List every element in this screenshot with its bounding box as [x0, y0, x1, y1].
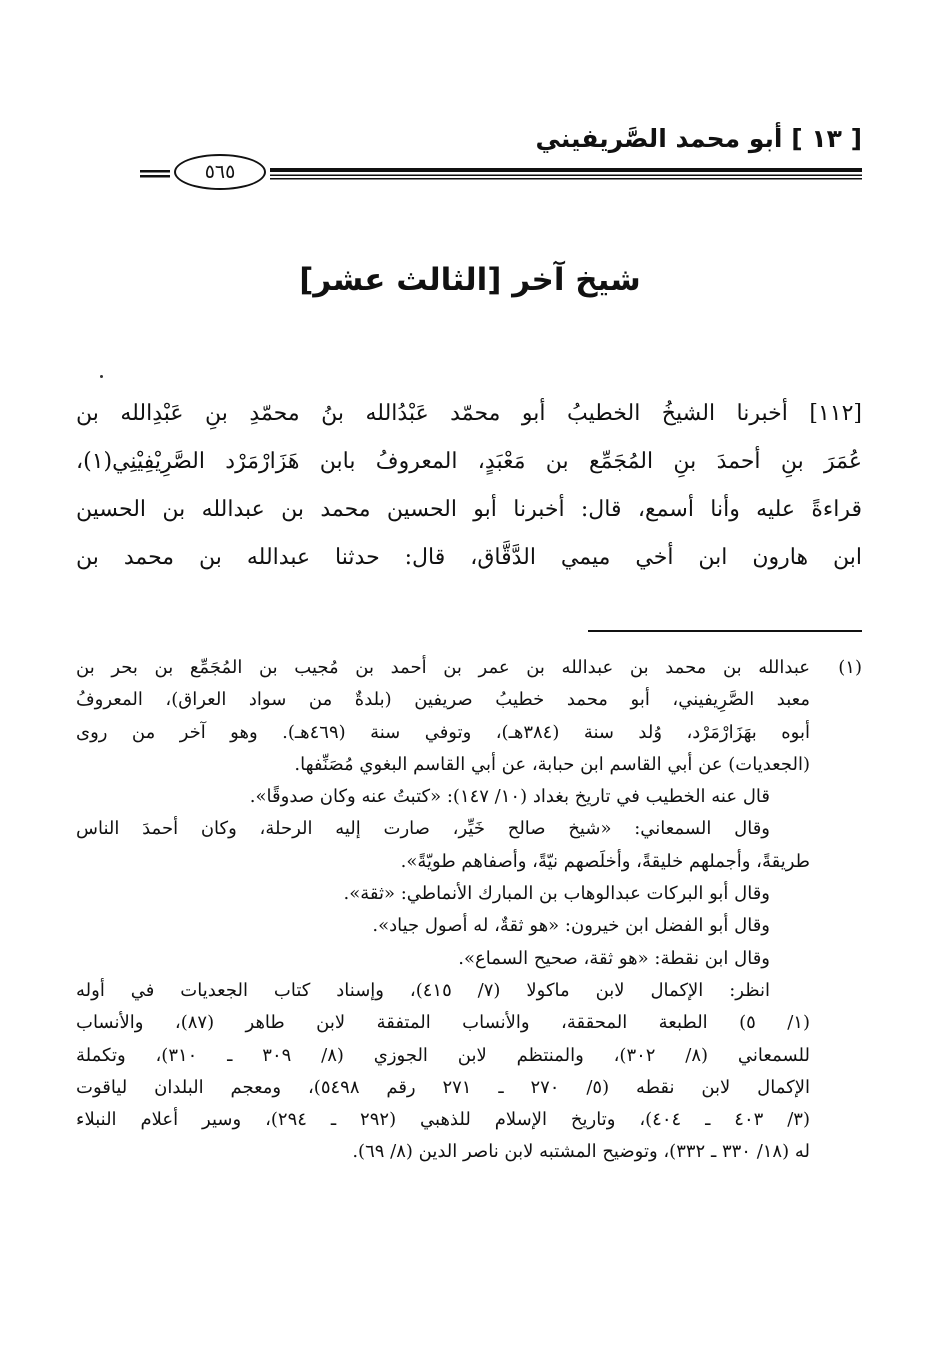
main-text: [76, 390, 862, 582]
footnote-line: انظر: الإكمال لابن ماكولا (٧/ ٤١٥)، وإسناد كتاب الجعديات في أوله: [76, 979, 770, 1001]
text-line: قراءةً عليه وأنا أسمع، قال: أخبرنا أبو الحسين محمد بن عبدالله بن الحسين: [76, 497, 862, 522]
footnote-line: الإكمال لابن نقطه (٥/ ٢٧٠ ـ ٢٧١ رقم ٥٤٩٨)، ومعجم البلدان لياقوت: [76, 1076, 810, 1098]
page-number: ٥٦٥: [174, 154, 266, 190]
footnote-line: وقال السمعاني: «شيخ صالح خَيِّر، صارت إليه الرحلة، وكان أحمدَ الناس: [76, 818, 770, 840]
footnote: [76, 652, 862, 1169]
footnote-line: وقال ابن نقطة: «هو ثقة، صحيح السماع».: [458, 947, 770, 969]
text-line: عُمَرَ بنِ أحمدَ بنِ المُجَمِّع بن مَعْبَدٍ، المعروفُ بابن هَزَارْمَرْد الصَّرِيْفِيْنِي(١)،: [76, 449, 862, 474]
footnote-line: عبدالله بن محمد بن عبدالله بن عمر بن أحمد بن مُجيب بن المُجَمِّع بن بحر بن: [76, 657, 810, 678]
footnote-marker: (١): [838, 657, 862, 678]
footnote-line: أبوه بهَزَارْمَرْد، وُلد سنة (٣٨٤هـ)، وتوفي سنة (٤٦٩هـ). وهو آخر من روى: [76, 721, 810, 743]
footnote-body: [76, 652, 810, 1169]
footnote-line: (٣/ ٤٠٣ ـ ٤٠٤)، وتاريخ الإسلام للذهبي (٢٩٢ ـ ٢٩٤)، وسير أعلام النبلاء: [76, 1109, 810, 1131]
footnote-line: وقال أبو الفضل ابن خيرون: «هو ثقةٌ، له أصول جياد».: [372, 915, 770, 937]
footnote-line: للسمعاني (٨/ ٣٠٢)، والمنتظم لابن الجوزي (٨/ ٣٠٩ ـ ٣١٠)، وتكملة: [76, 1044, 810, 1066]
footnote-line: وقال أبو البركات عبدالوهاب بن المبارك الأنماطي: «ثقة».: [343, 883, 770, 905]
footnote-line: (١/ ٥) الطبعة المحققة، والأنساب المتفقة لابن طاهر (٨٧)، والأنساب: [76, 1012, 810, 1034]
scan-speck: [100, 375, 103, 378]
section-heading: شيخ آخر [الثالث عشر]: [299, 262, 641, 298]
footnote-line: طريقةً، وأجملهم خليقةً، وأخلَصهم نيّةً، وأصفاهم طويّةً».: [400, 850, 810, 872]
footnote-separator: [588, 630, 862, 632]
text-line: [١١٢] أخبرنا الشيخُ الخطيبُ أبو محمّد عَبْدُالله بنُ محمّدِ بنِ عَبْدِالله بن: [76, 401, 862, 426]
running-head: [ ١٣ ] أبو محمد الصَّريفيني: [535, 124, 862, 153]
footnote-line: معبد الصَّرِيفيني، أبو محمد خطيبُ صريفين (بلدةٌ من سواد العراق)، المعروفُ: [76, 689, 810, 711]
footnote-line: (الجعديات) عن أبي القاسم ابن حبابة، عن أبي القاسم البغوي مُصَنِّفها.: [294, 753, 810, 775]
footnote-line: قال عنه الخطيب في تاريخ بغداد (١٠/ ١٤٧): «كتبتُ عنه وكان صدوقًا».: [249, 786, 770, 808]
footnote-line: له (١٨/ ٣٣٠ ـ ٣٣٢)، وتوضيح المشتبه لابن ناصر الدين (٨/ ٦٩).: [352, 1141, 810, 1163]
text-line: ابن هارون ابن أخي ميمي الدَّقَّاق، قال: حدثنا عبدالله بن محمد بن: [76, 545, 862, 570]
